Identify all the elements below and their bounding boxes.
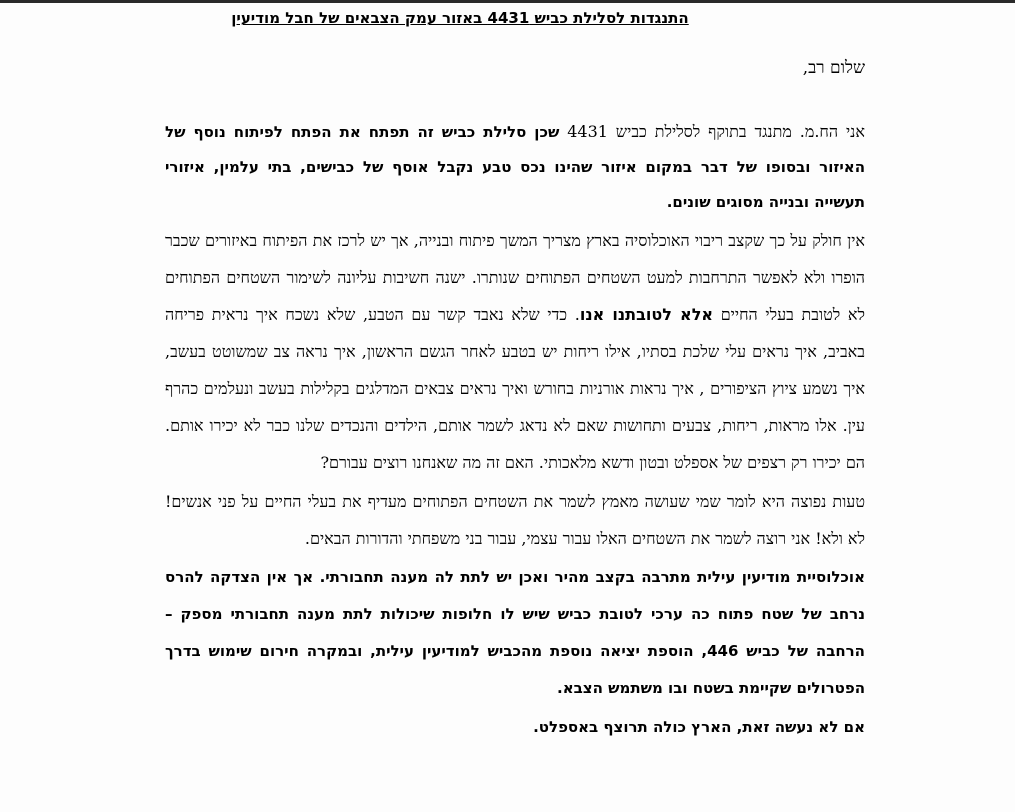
paragraph-modiin-illit: אוכלוסיית מודיעין עילית מתרבה בקצב מהיר ואכן יש לתת לה מענה תחבורתי. אך אין הצדקה להרס נרחב של שטח פתוח כה ערכי לטובת כביש שיש לו חלופות שיכולות לתת מענה תחבורתי מספק – הרחבה של כביש 446, הוספת יציאה נוספת מהכביש למודיעין עילית, ובמקרה חירום שימוש בדרך הפטרולים שקיימת בשטח ובו משתמש הצבא. <box>165 567 865 697</box>
paragraph-open-spaces-part2: . כדי שלא נאבד קשר עם הטבע, שלא נשכח איך נראית פריחה באביב, איך נראים עלי שלכת בסתיו, אילו ריחות יש בטבע לאחר הגשם הראשון, איך נראה צב שמשוטט בעשב, איך נשמע ציוץ הציפורים , איך נראות אורניות בחורש ואיך נראים צבאים המדלגים בקלילות בעשב ונעלמים כהרף עין. אלו מראות, ריחות, צבעים ותחושות שאם לא נדאג לשמר אותם, הילדים והנכדים שלנו כבר לא יכירו אותם. הם יכירו רק רצפים של אספלט ובטון ודשא מלאכותי. האם זה מה שאנחנו רוצים עבורם? <box>165 304 865 472</box>
paragraph-open-spaces <box>165 222 865 481</box>
paragraph-opposition-statement <box>165 114 865 220</box>
document-title: התנגדות לסלילת כביש 4431 באזור עמק הצבאים של חבל מודיעין <box>231 9 689 27</box>
greeting: שלום רב, <box>802 58 865 78</box>
letter-body <box>165 9 865 748</box>
paragraph-open-spaces-part1: אין חולק על כך שקצב ריבוי האוכלוסיה בארץ מצריך המשך פיתוח ובנייה, אך יש לרכז את הפיתוח באיזורים שכבר הופרו ולא לאפשר התרחבות למעט השטחים הפתוחים שנותרו. ישנה חשיבות עליונה לשימור השטחים הפתוחים לא לטובת בעלי החיים <box>165 230 865 324</box>
paragraph-common-mistake: טעות נפוצה היא לומר שמי שעושה מאמץ לשמר את השטחים הפתוחים מעדיף את בעלי החיים על פני אנשים! לא ולא! אני רוצה לשמר את השטחים האלו עבור עצמי, עבור בני משפחתי והדורות הבאים. <box>165 491 866 548</box>
paragraph-opposition-intro: אני הח.מ. מתנגד בתוקף לסלילת כביש 4431 <box>559 121 865 141</box>
paragraph-opposition-bold: שכן סלילת כביש זה תפתח את הפתח לפיתוח נוסף של האיזור ובסופו של דבר במקום איזור שהינו נכס טבע נקבל אוסף של כבישים, בתי עלמין, איזורי תעשייה ובנייה מסוגים שונים. <box>165 122 865 211</box>
paragraph-open-spaces-bold: אלא לטובתנו אנו <box>579 304 714 324</box>
paragraph-conclusion: אם לא נעשה זאת, הארץ כולה תרוצף באספלט. <box>533 717 865 736</box>
